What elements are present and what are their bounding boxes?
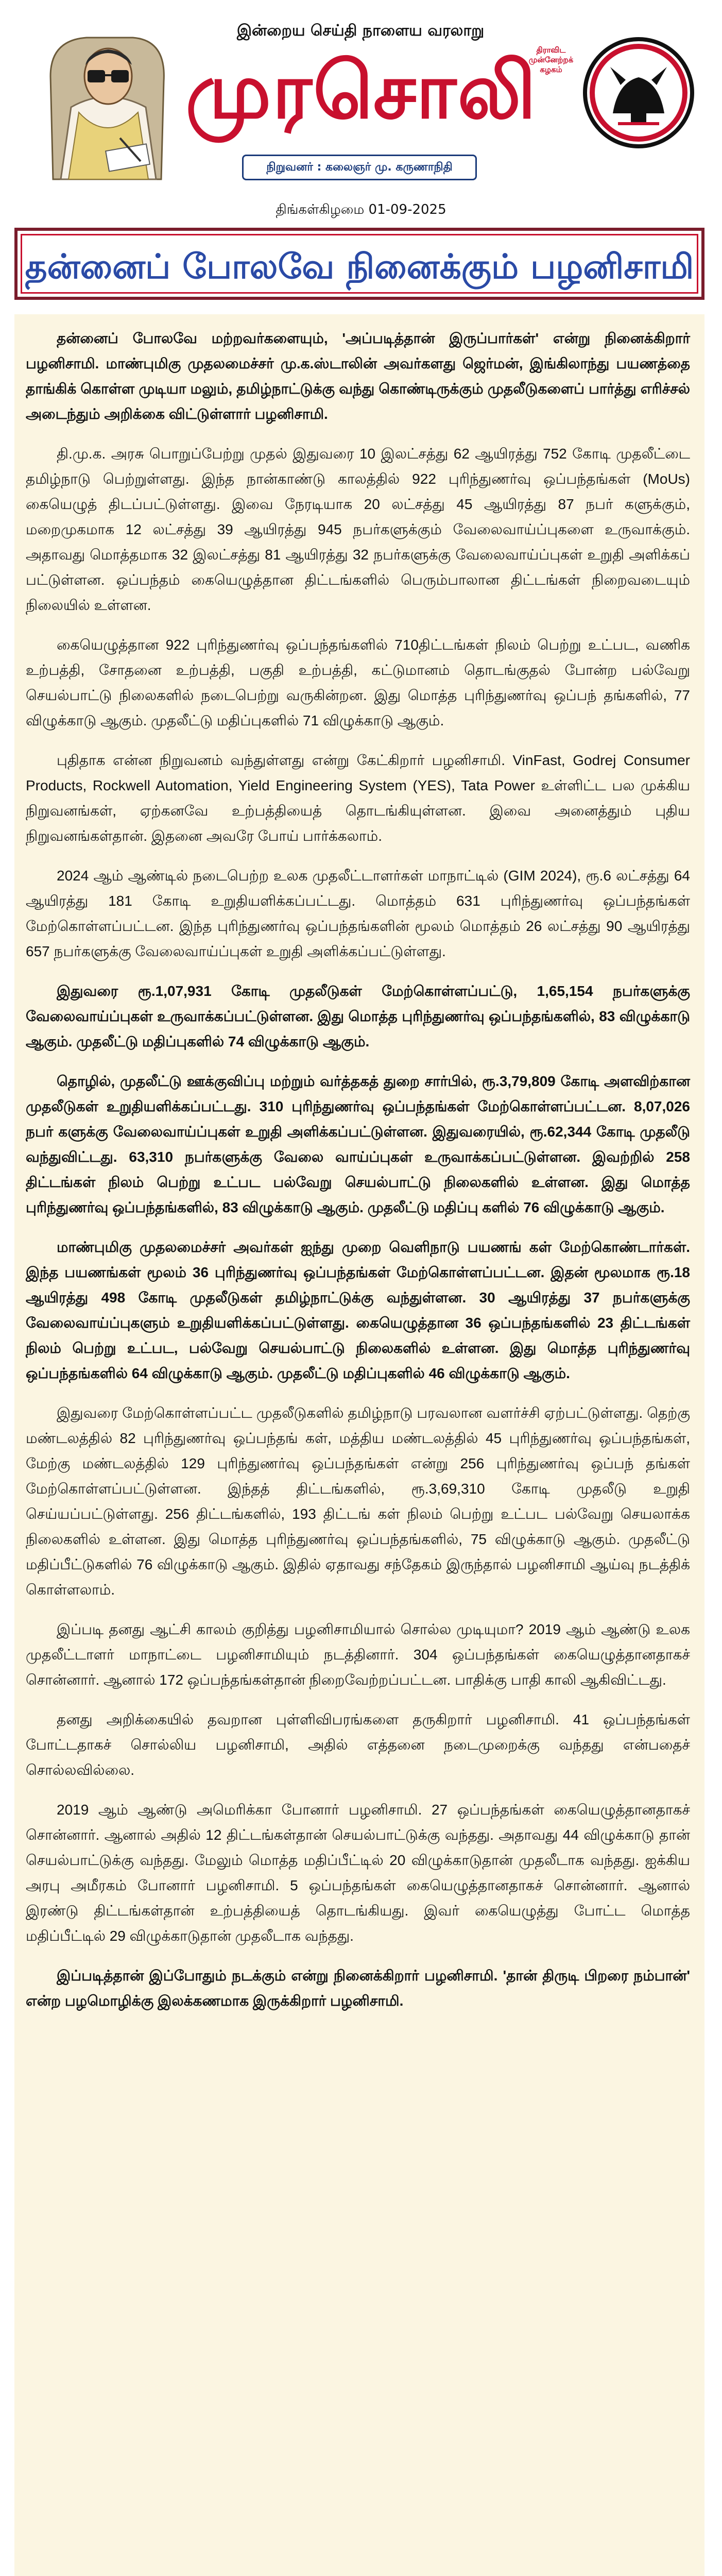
article-paragraph: தொழில், முதலீட்டு ஊக்குவிப்பு மற்றும் வர்த்தகத் துறை சார்பில், ரூ.3,79,809 கோடி அளவிற்கான முதலீடுகள் உறுதியளிக்கப்பட்டது. 310 புரிந்துணர்வு ஒப்பந்தங்கள் மேற்கொள்ளப்பட்டன. 8,07,026 நபர் களுக்கு வேலைவாய்ப்புகள் உறுதி அளிக்கப்பட்டுள்ளன. இதுவரையில், ரூ.62,344 கோடி முதலீடு வந்துவிட்டது. 63,310 நபர்களுக்கு வேலை வாய்ப்புகள் உருவாக்கப்பட்டுள்ளன. இவற்றில் 258 திட்டங்கள் நிலம் பெற்று உட்பட பல்வேறு செயல்பாட்டு நிலைகளில் உள்ளன. இது மொத்த புரிந்துணர்வு ஒப்பந்தங்களில், 83 விழுக்காடு ஆகும். முதலீட்டு மதிப்பு களில் 76 விழுக்காடு ஆகும். xyxy=(26,1073,690,1215)
article-paragraph: தி.மு.க. அரசு பொறுப்பேற்று முதல் இதுவரை 10 இலட்சத்து 62 ஆயிரத்து 752 கோடி முதலீட்டை தமிழ்நாடு பெற்றுள்ளது. இந்த நான்காண்டு காலத்தில் 922 புரிந்துணர்வு ஒப்பந்தங்கள் (MoUs) கையெழுத் திடப்பட்டுள்ளது. இவை நேரடியாக 20 லட்சத்து 45 ஆயிரத்து 87 நபர் களுக்கும், மறைமுகமாக 12 லட்சத்து 39 ஆயிரத்து 945 நபர்களுக்கும் வேலைவாய்ப்புகளை உருவாக்கும். அதாவது மொத்தமாக 32 இலட்சத்து 81 ஆயிரத்து 32 நபர்களுக்கு வேலைவாய்ப்புகள் உறுதி அளிக்கப் பட்டுள்ளன. ஒப்பந்தம் கையெழுத்தான திட்டங்களில் பெரும்பாலான திட்டங்கள் நிறைவடையும் நிலையில் உள்ளன. xyxy=(26,446,691,613)
issue-date: திங்கள்கிழமை 01-09-2025 xyxy=(276,202,446,217)
newspaper-title: முரசொலி xyxy=(185,46,537,136)
article-paragraph: இதுவரை ரூ.1,07,931 கோடி முதலீடுகள் மேற்கொள்ளப்பட்டு, 1,65,154 நபர்களுக்கு வேலைவாய்ப்புகள் உருவாக்கப்பட்டுள்ளன. இது மொத்த புரிந்துணர்வு ஒப்பந்தங்களில், 83 விழுக்காடு ஆகும். முதலீட்டு மதிப்புகளில் 74 விழுக்காடு ஆகும். xyxy=(26,983,690,1049)
article-paragraph: கையெழுத்தான 922 புரிந்துணர்வு ஒப்பந்தங்களில் 710திட்டங்கள் நிலம் பெற்று உட்பட, வணிக உற்பத்தி, சோதனை உற்பத்தி, பகுதி உற்பத்தி, கட்டுமானம் தொடங்குதல் போன்ற பல்வேறு செயல்பாட்டு நிலைகளில் நடைபெற்று வருகின்றன. இது மொத்த புரிந்துணர்வு ஒப்பந் தங்களில், 77 விழுக்காடு ஆகும். முதலீட்டு மதிப்புகளில் 71 விழுக்காடு ஆகும். xyxy=(26,637,690,728)
article-paragraph: 2019 ஆம் ஆண்டு அமெரிக்கா போனார் பழனிசாமி. 27 ஒப்பந்தங்கள் கையெழுத்தானதாகச் சொன்னார். ஆனால் அதில் 12 திட்டங்கள்தான் செயல்பாட்டுக்கு வந்தது. அதாவது 44 விழுக்காடு தான் செயல்பாட்டுக்கு வந்தது. மேலும் மொத்த மதிப்பீட்டில் 20 விழுக்காடுதான் முதலீடாக வந்தது. ஐக்கிய அரபு அமீரகம் போனார் பழனிசாமி. 5 ஒப்பந்தங்கள் கையெழுத்தானதாகச் சொன்னார். ஆனால் இரண்டு திட்டங்கள்தான் உற்பத்தியைத் தொடங்கியது. இவர் கையெழுத்து போட்ட மொத்த மதிப்பீட்டில் 29 விழுக்காடுதான் முதலீடாக வந்தது. xyxy=(26,1802,690,1944)
masthead-tagline: இன்றைய செய்தி நாளைய வரலாறு xyxy=(236,22,485,40)
article-paragraphs xyxy=(26,326,690,2028)
masthead xyxy=(0,0,722,201)
party-emblem-icon xyxy=(582,36,695,149)
headline-frame xyxy=(14,228,704,300)
article-paragraph: இப்படி தனது ஆட்சி காலம் குறித்து பழனிசாமியால் சொல்ல முடியுமா? 2019 ஆம் ஆண்டு உலக முதலீட்டாளர் மாநாட்டை பழனிசாமியும் நடத்தினார். 304 ஒப்பந்தங்கள் கையெழுத்தானதாகச் சொன்னார். ஆனால் 172 ஒப்பந்தங்கள்தான் நிறைவேற்றப்பட்டன. பாதிக்கு பாதி காலி ஆகிவிட்டது. xyxy=(26,1621,690,1688)
founder-label: நிறுவனர் : கலைஞர் மு. கருணாநிதி xyxy=(242,155,477,180)
article-paragraph: இதுவரை மேற்கொள்ளப்பட்ட முதலீடுகளில் தமிழ்நாடு பரவலான வளர்ச்சி ஏற்பட்டுள்ளது. தெற்கு மண்டலத்தில் 82 புரிந்துணர்வு ஒப்பந்தங் கள், மத்திய மண்டலத்தில் 45 புரிந்துணர்வு ஒப்பந்தங்கள், மேற்கு மண்டலத்தில் 129 புரிந்துணர்வு ஒப்பந்தங்கள் என்று 256 புரிந்துணர்வு ஒப்பந் தங்கள் மேற்கொள்ளப்பட்டுள்ளன. இந்தத் திட்டங்களில், ரூ.3,69,310 கோடி முதலீடு உறுதி செய்யப்பட்டுள்ளது. 256 திட்டங்களில், 193 திட்டங் கள் நிலம் பெற்று உட்பட பல்வேறு செயலாக்க நிலைகளில் உள்ளன. இது மொத்த புரிந்துணர்வு ஒப்பந்தங்களில், 75 விழுக்காடு ஆகும். முதலீட்டு மதிப்பீட்டுகளில் 76 விழுக்காடு ஆகும். இதில் ஏதாவது சந்தேகம் இருந்தால் பழனிசாமி ஆய்வு நடத்திக் கொள்ளலாம். xyxy=(26,1405,690,1598)
article-paragraph: தன்னைப் போலவே மற்றவர்களையும், 'அப்படித்தான் இருப்பார்கள்' என்று நினைக்கிறார் பழனிசாமி. மாண்புமிகு முதலமைச்சர் மு.க.ஸ்டாலின் அவர்களது ஜெர்மன், இங்கிலாந்து பயணத்தை தாங்கிக் கொள்ள முடியா மலும், தமிழ்நாட்டுக்கு வந்து கொண்டிருக்கும் முதலீடுகளைப் பார்த்து எரிச்சல் அடைந்தும் அறிக்கை விட்டுள்ளார் பழனிசாமி. xyxy=(26,330,690,422)
emblem-caption: திராவிட முன்னேற்றக் கழகம் xyxy=(528,45,574,74)
article-body xyxy=(14,314,704,2576)
article-paragraph: தனது அறிக்கையில் தவறான புள்ளிவிபரங்களை தருகிறார் பழனிசாமி. 41 ஒப்பந்தங்கள் போட்டதாகச் சொல்லிய பழனிசாமி, அதில் எத்தனை நடைமுறைக்கு வந்தது என்பதைச் சொல்லவில்லை. xyxy=(26,1711,690,1778)
founder-portrait-icon xyxy=(30,9,184,190)
headline-inner-frame xyxy=(21,234,698,294)
article-paragraph: புதிதாக என்ன நிறுவனம் வந்துள்ளது என்று கேட்கிறார் பழனிசாமி. VinFast, Godrej Consumer Products, Rockwell Automation, Yield Engineering System (YES), Tata Power உள்ளிட்ட பல முக்கிய நிறுவனங்கள், ஏற்கனவே உற்பத்தியைத் தொடங்கியுள்ளன. இவை அனைத்தும் புதிய நிறுவனங்கள்தான். இதனை அவரே போய் பார்க்கலாம். xyxy=(26,752,690,844)
article-paragraph: 2024 ஆம் ஆண்டில் நடைபெற்ற உலக முதலீட்டாளர்கள் மாநாட்டில் (GIM 2024), ரூ.6 லட்சத்து 64 ஆயிரத்து 181 கோடி உறுதியளிக்கப்பட்டது. மொத்தம் 631 புரிந்துணர்வு ஒப்பந்தங்கள் மேற்கொள்ளப்பட்டன. இந்த புரிந்துணர்வு ஒப்பந்தங்களின் மூலம் மொத்தம் 26 லட்சத்து 90 ஆயிரத்து 657 நபர்களுக்கு வேலைவாய்ப்புகள் உறுதி அளிக்கப்பட்டுள்ளது. xyxy=(26,868,690,959)
article-headline: தன்னைப் போலவே நினைக்கும் பழனிசாமி xyxy=(25,247,694,286)
article-paragraph: மாண்புமிகு முதலமைச்சர் அவர்கள் ஐந்து முறை வெளிநாடு பயணங் கள் மேற்கொண்டார்கள். இந்த பயணங்கள் மூலம் 36 புரிந்துணர்வு ஒப்பந்தங்கள் மேற்கொள்ளப்பட்டன. இதன் மூலமாக ரூ.18 ஆயிரத்து 498 கோடி முதலீடுகள் தமிழ்நாட்டுக்கு வந்துள்ளன. 30 ஆயிரத்து 37 நபர்களுக்கு வேலைவாய்ப்புகளும் உறுதியளிக்கப்பட்டுள்ளது. கையெழுத்தான 36 ஒப்பந்தங்களில் 23 திட்டங்கள் நிலம் பெற்று உட்பட, பல்வேறு செயல்பாட்டு நிலைகளில் உள்ளன. இது மொத்த புரிந்துணர்வு ஒப்பந்தங்களில் 64 விழுக்காடு ஆகும். முதலீட்டு மதிப்புகளில் 46 விழுக்காடு ஆகும். xyxy=(26,1239,690,1381)
article-paragraph: இப்படித்தான் இப்போதும் நடக்கும் என்று நினைக்கிறார் பழனிசாமி. 'தான் திருடி பிறரை நம்பான்' என்ற பழமொழிக்கு இலக்கணமாக இருக்கிறார் பழனிசாமி. xyxy=(26,1968,690,2009)
